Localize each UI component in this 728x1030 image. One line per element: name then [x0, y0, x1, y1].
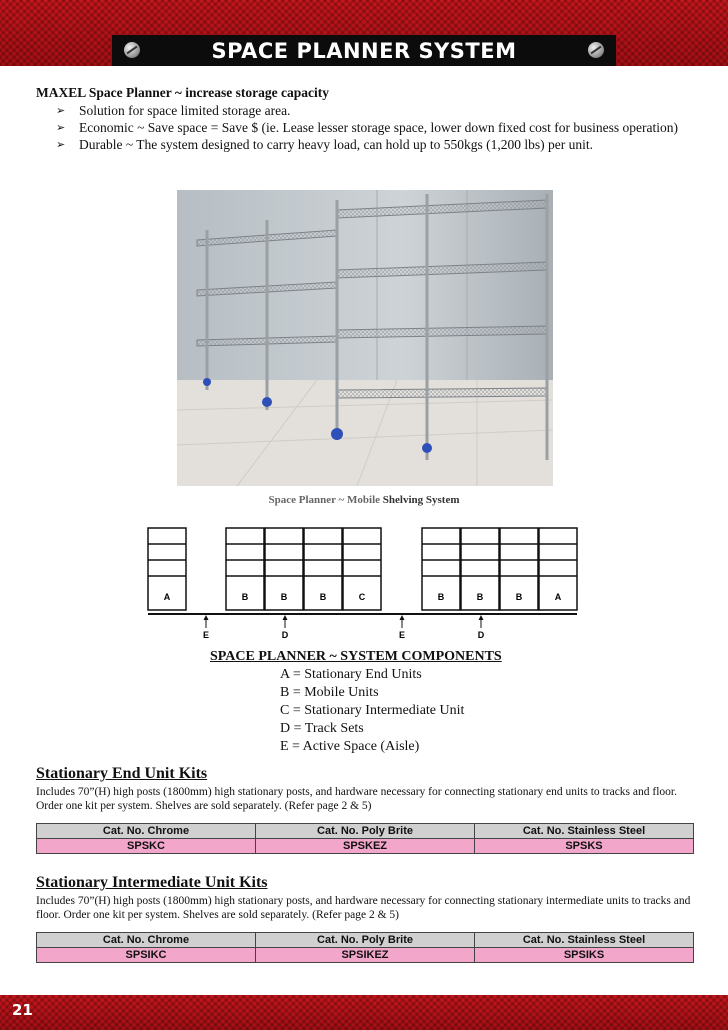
header-band — [0, 0, 728, 66]
svg-text:A: A — [554, 592, 562, 602]
intermediate-unit-section — [36, 874, 696, 922]
diagram-unit-b — [304, 528, 342, 610]
screw-icon — [124, 42, 140, 58]
table-cell: SPSIKC — [37, 948, 256, 963]
section-heading: Stationary End Unit Kits — [36, 765, 208, 782]
svg-text:D: D — [281, 630, 289, 640]
table-row — [37, 839, 694, 854]
svg-text:B: B — [515, 592, 523, 602]
column-header: Cat. No. Poly Brite — [256, 824, 475, 839]
table-cell: SPSIKS — [475, 948, 694, 963]
svg-text:B: B — [319, 592, 327, 602]
component-item: E = Active Space (Aisle) — [280, 739, 420, 754]
bullet-item — [36, 102, 696, 119]
table-cell: SPSKS — [475, 839, 694, 854]
photo-caption — [0, 494, 728, 506]
table-row — [37, 948, 694, 963]
svg-text:B: B — [476, 592, 484, 602]
end-unit-section — [36, 765, 696, 813]
table-header-row — [37, 933, 694, 948]
arrow-bullet-icon: ➢ — [56, 138, 66, 151]
intermediate-unit-table — [36, 932, 694, 963]
page-number: 21 — [12, 1001, 33, 1019]
diagram-unit-a — [148, 528, 186, 610]
components-list — [210, 666, 502, 756]
svg-text:A: A — [163, 592, 171, 602]
component-item: A = Stationary End Units — [280, 667, 422, 682]
intro-section — [36, 84, 696, 153]
intro-heading: MAXEL Space Planner ~ increase storage capacity — [36, 85, 329, 100]
diagram-unit-b — [461, 528, 499, 610]
title-bar — [112, 35, 616, 66]
bullet-item — [36, 119, 696, 136]
component-item: D = Track Sets — [280, 721, 364, 736]
table-cell: SPSKEZ — [256, 839, 475, 854]
shelving-photo — [177, 190, 553, 486]
component-item: C = Stationary Intermediate Unit — [280, 703, 465, 718]
column-header: Cat. No. Chrome — [37, 933, 256, 948]
page-title: SPACE PLANNER SYSTEM — [211, 38, 517, 63]
bullet-text: Economic ~ Save space = Save $ (ie. Lease lesser storage space, lower down fixed cost for business operation) — [79, 120, 678, 135]
diagram-marker-e — [203, 615, 209, 640]
components-title: SPACE PLANNER ~ SYSTEM COMPONENTS — [210, 649, 502, 664]
column-header: Cat. No. Chrome — [37, 824, 256, 839]
table-header-row — [37, 824, 694, 839]
screw-icon — [588, 42, 604, 58]
diagram-unit-b — [422, 528, 460, 610]
arrow-bullet-icon: ➢ — [56, 121, 66, 134]
diagram-unit-b — [265, 528, 303, 610]
bullet-item — [36, 136, 696, 153]
column-header: Cat. No. Stainless Steel — [475, 824, 694, 839]
shelving-illustration — [177, 190, 553, 486]
svg-text:B: B — [280, 592, 288, 602]
section-description: Includes 70”(H) high posts (1800mm) high stationary posts, and hardware necessary for connecting stationary end units to tracks and floor. Order one kit per system. Shelves are sold separately. (Refer page 2 & 5) — [36, 786, 677, 812]
diagram-unit-b — [500, 528, 538, 610]
end-unit-table — [36, 823, 694, 854]
table-cell: SPSIKEZ — [256, 948, 475, 963]
svg-text:B: B — [437, 592, 445, 602]
diagram-unit-b — [226, 528, 264, 610]
section-description: Includes 70”(H) high posts (1800mm) high stationary posts, and hardware necessary for connecting stationary intermediate units to tracks and floor. Order one kit per system. Shelves are sold separately. (Refer page 2 & 5) — [36, 895, 691, 921]
components-legend — [210, 648, 502, 756]
diagram-marker-e — [399, 615, 405, 640]
diagram-unit-c — [343, 528, 381, 610]
caption-prefix: Space Planner ~ Mobile — [268, 494, 383, 506]
component-item: B = Mobile Units — [280, 685, 379, 700]
bullet-text: Durable ~ The system designed to carry heavy load, can hold up to 550kgs (1,200 lbs) per unit. — [79, 137, 593, 152]
diagram-marker-d — [282, 615, 289, 640]
column-header: Cat. No. Stainless Steel — [475, 933, 694, 948]
system-diagram — [146, 526, 586, 644]
svg-text:E: E — [398, 630, 406, 640]
section-heading: Stationary Intermediate Unit Kits — [36, 874, 268, 891]
arrow-bullet-icon: ➢ — [56, 104, 66, 117]
caption-suffix: Shelving System — [382, 494, 460, 506]
diagram-unit-a — [539, 528, 577, 610]
footer-band — [0, 995, 728, 1030]
bullet-text: Solution for space limited storage area. — [79, 103, 291, 118]
diagram-marker-d — [478, 615, 485, 640]
table-cell: SPSKC — [37, 839, 256, 854]
intro-bullets — [36, 102, 696, 153]
svg-text:B: B — [241, 592, 249, 602]
svg-text:E: E — [202, 630, 210, 640]
column-header: Cat. No. Poly Brite — [256, 933, 475, 948]
svg-text:C: C — [358, 592, 366, 602]
svg-text:D: D — [477, 630, 485, 640]
